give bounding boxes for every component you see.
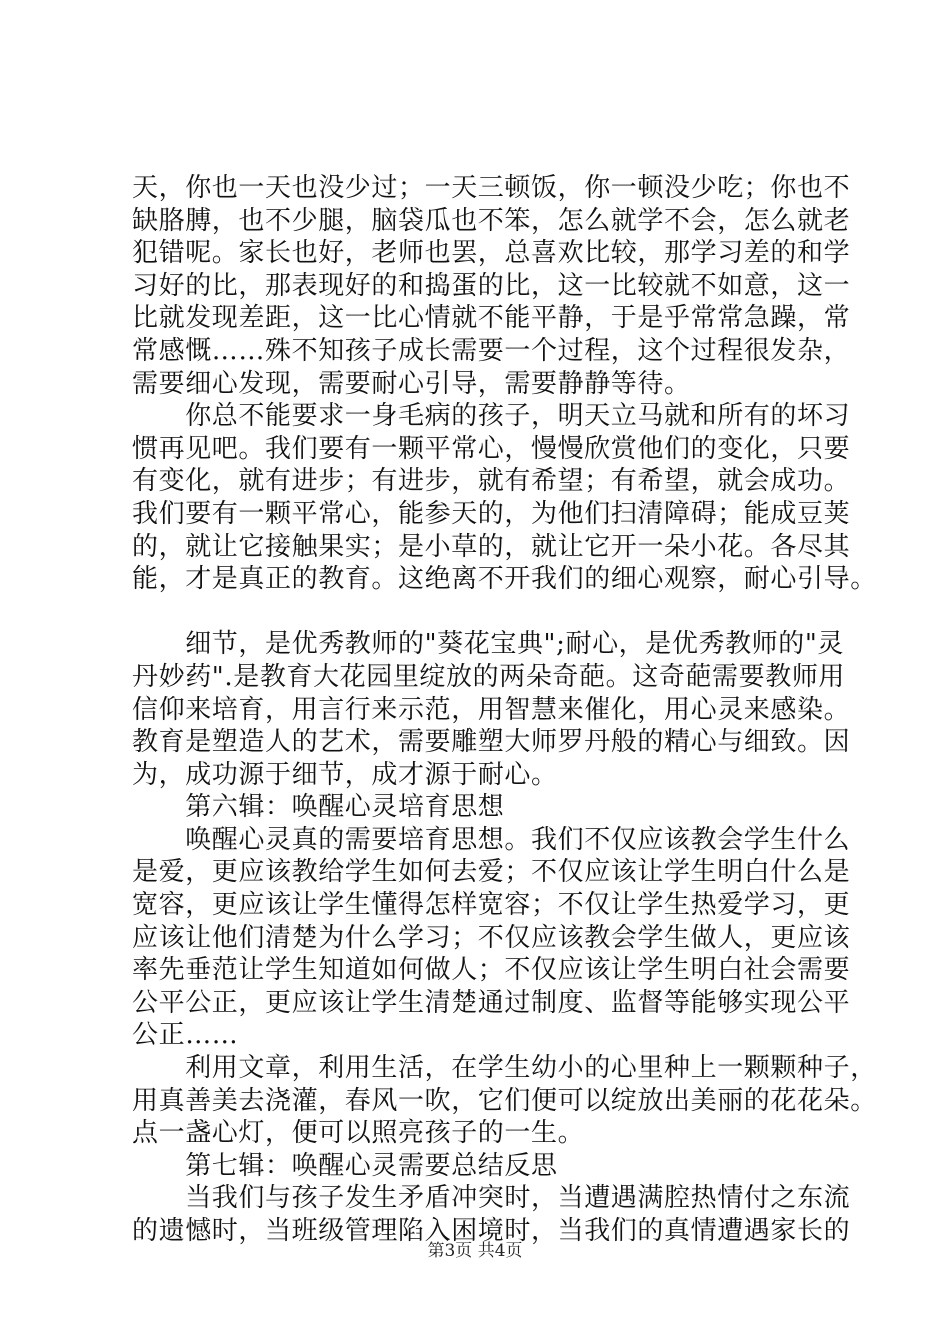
text-line: 利用文章，利用生活，在学生幼小的心里种上一颗颗种子，: [132, 1053, 877, 1084]
text-line: 教育是塑造人的艺术，需要雕塑大师罗丹般的精心与细致。因: [132, 727, 851, 758]
text-line: 缺胳膊，也不少腿，脑袋瓜也不笨，怎么就学不会，怎么就老: [132, 205, 851, 236]
text-line: 你总不能要求一身毛病的孩子，明天立马就和所有的坏习: [132, 401, 851, 432]
text-line: 是爱，更应该教给学生如何去爱；不仅应该让学生明白什么是: [132, 857, 851, 888]
text-line: 点一盏心灯，便可以照亮孩子的一生。: [132, 1118, 585, 1149]
blank-line: [132, 596, 852, 629]
text-line: 的，就让它接触果实；是小草的，就让它开一朵小花。各尽其: [132, 531, 851, 562]
text-line: 宽容，更应该让学生懂得怎样宽容；不仅让学生热爱学习，更: [132, 890, 851, 921]
text-line: 唤醒心灵真的需要培育思想。我们不仅应该教会学生什么: [132, 824, 851, 855]
text-line: 公正……: [132, 1020, 239, 1051]
text-line: 应该让他们清楚为什么学习；不仅应该教会学生做人，更应该: [132, 922, 851, 953]
text-line: 习好的比，那表现好的和捣蛋的比，这一比较就不如意，这一: [132, 270, 851, 301]
text-line: 信仰来培育，用言行来示范，用智慧来催化，用心灵来感染。: [132, 694, 851, 725]
text-line: 有变化，就有进步；有进步，就有希望；有希望，就会成功。: [132, 466, 851, 497]
section-heading: 第七辑：唤醒心灵需要总结反思: [132, 1150, 558, 1181]
text-line: 率先垂范让学生知道如何做人；不仅应该让学生明白社会需要: [132, 955, 851, 986]
text-line: 能，才是真正的教育。这绝离不开我们的细心观察，耐心引导。: [132, 564, 877, 595]
text-line: 需要细心发现，需要耐心引导，需要静静等待。: [132, 368, 691, 399]
text-line: 惯再见吧。我们要有一颗平常心，慢慢欣赏他们的变化，只要: [132, 433, 851, 464]
text-line: 比就发现差距，这一比心情就不能平静，于是乎常常急躁，常: [132, 303, 851, 334]
document-body: [132, 172, 877, 1248]
text-line: 常感慨……殊不知孩子成长需要一个过程，这个过程很发杂，: [132, 335, 851, 366]
text-line: 我们要有一颗平常心，能参天的，为他们扫清障碍；能成豆荚: [132, 498, 851, 529]
page-number-footer: 第3页 共4页: [427, 1241, 523, 1261]
text-line: 细节，是优秀教师的"葵花宝典";耐心，是优秀教师的"灵: [132, 629, 845, 660]
text-line: 公平公正，更应该让学生清楚通过制度、监督等能够实现公平: [132, 987, 851, 1018]
text-line: 的遗憾时，当班级管理陷入困境时，当我们的真情遭遇家长的: [132, 1216, 851, 1246]
section-heading: 第六辑：唤醒心灵培育思想: [132, 792, 505, 823]
text-line: 为，成功源于细节，成才源于耐心。: [132, 759, 558, 790]
text-line: 当我们与孩子发生矛盾冲突时，当遭遇满腔热情付之东流: [132, 1183, 851, 1214]
text-line: 天，你也一天也没少过；一天三顿饭，你一顿没少吃；你也不: [132, 173, 851, 203]
text-line: 犯错呢。家长也好，老师也罢，总喜欢比较，那学习差的和学: [132, 238, 851, 269]
text-line: 丹妙药".是教育大花园里绽放的两朵奇葩。这奇葩需要教师用: [132, 661, 846, 692]
text-line: 用真善美去浇灌，春风一吹，它们便可以绽放出美丽的花花朵。: [132, 1085, 877, 1116]
